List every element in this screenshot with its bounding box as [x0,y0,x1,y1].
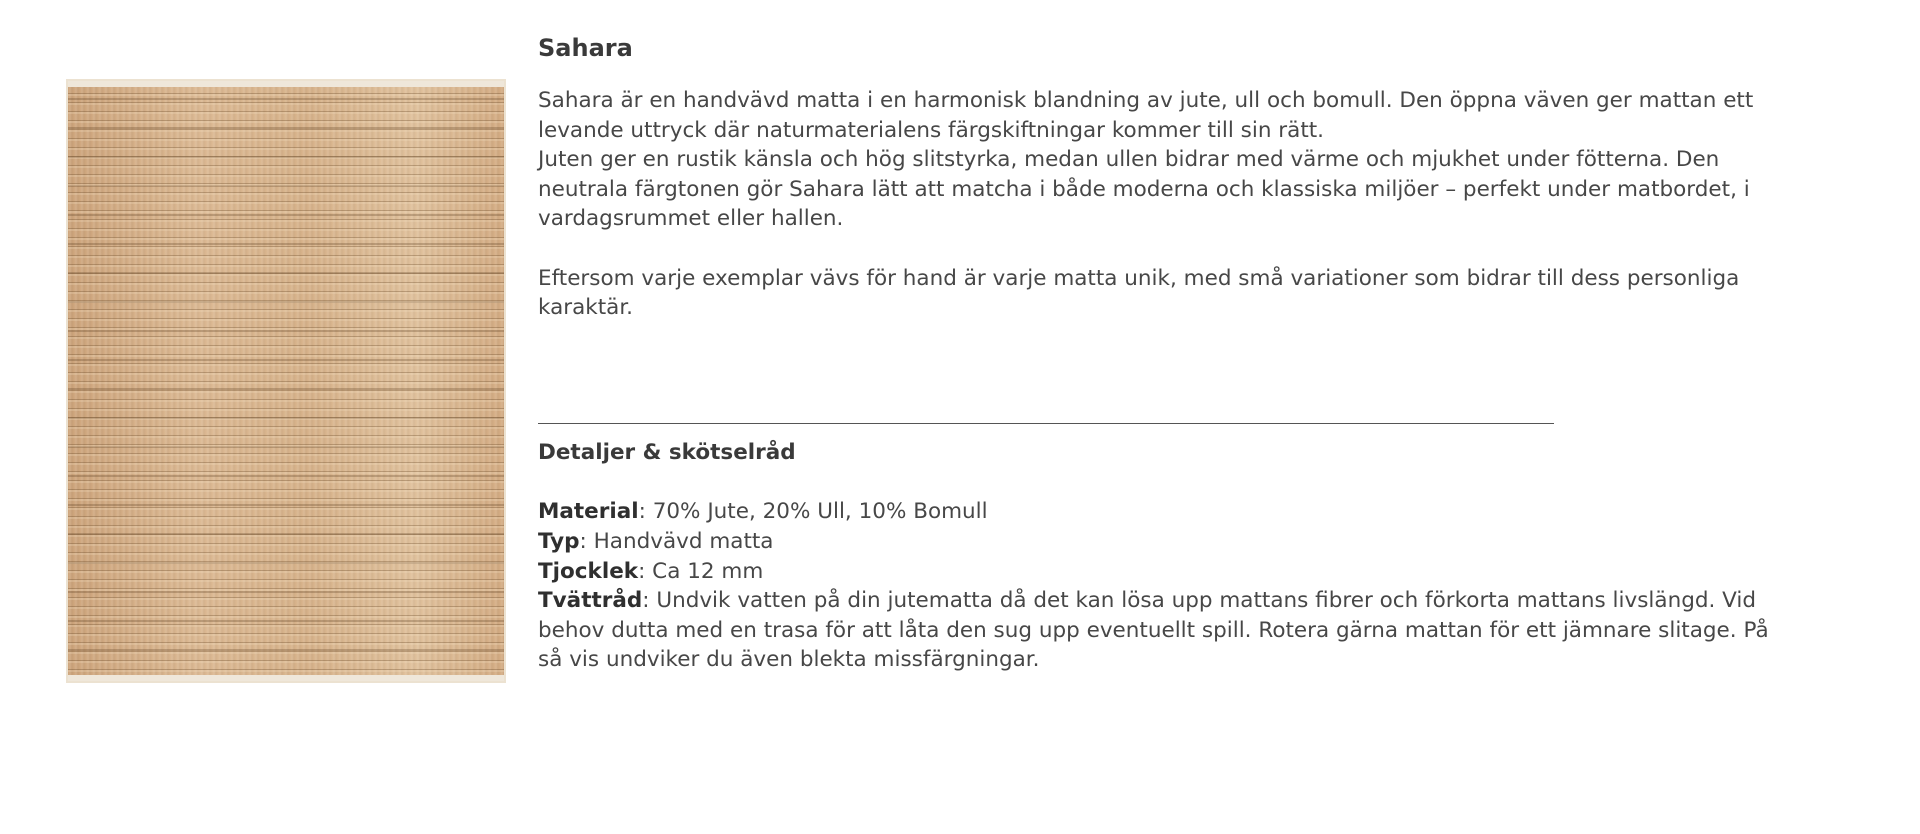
detail-value: : Ca 12 mm [638,558,764,584]
detail-row-material [538,497,1798,527]
detail-key: Material [538,499,639,525]
detail-key: Tvättråd [538,588,643,614]
detail-value: : Undvik vatten på din jutematta då det kan lösa upp mattans fibrer och förkorta mattans livslängd. Vid behov dutta med en trasa för att låta den sug upp eventuellt spill. Rotera gärna mattan för ett jämnare slitage. På så vis undviker du även blekta missfärgningar. [538,588,1769,673]
detail-row-thickness [538,557,1798,587]
description-paragraph-2: Juten ger en rustik känsla och hög slitstyrka, medan ullen bidrar med värme och mjukhet under fötterna. Den neutrala färgtonen gör Sahara lätt att matcha i både moderna och klassiska miljöer – perfekt under matbordet, i vardagsrummet eller hallen. [538,147,1750,232]
details-list [538,497,1798,675]
description-paragraph-3: Eftersom varje exemplar vävs för hand är varje matta unik, med små variationer som bidrar till dess personliga karaktär. [538,265,1740,321]
detail-value: : 70% Jute, 20% Ull, 10% Bomull [638,499,988,525]
detail-row-care [538,586,1798,675]
details-heading: Detaljer & skötselråd [538,439,796,465]
detail-row-type [538,527,1798,557]
detail-key: Tjocklek [538,558,639,584]
product-image [66,79,506,683]
description-paragraph-1: Sahara är en handvävd matta i en harmonisk blandning av jute, ull och bomull. Den öppna väven ger mattan ett levande uttryck där naturmaterialens färgskiftningar kommer till sin rätt. [538,88,1754,143]
detail-key: Typ [538,528,580,554]
paragraph-spacer [538,234,1798,264]
section-divider [538,423,1554,424]
product-title: Sahara [538,34,633,62]
detail-value: : Handvävd matta [579,528,774,554]
product-info [538,30,1798,675]
